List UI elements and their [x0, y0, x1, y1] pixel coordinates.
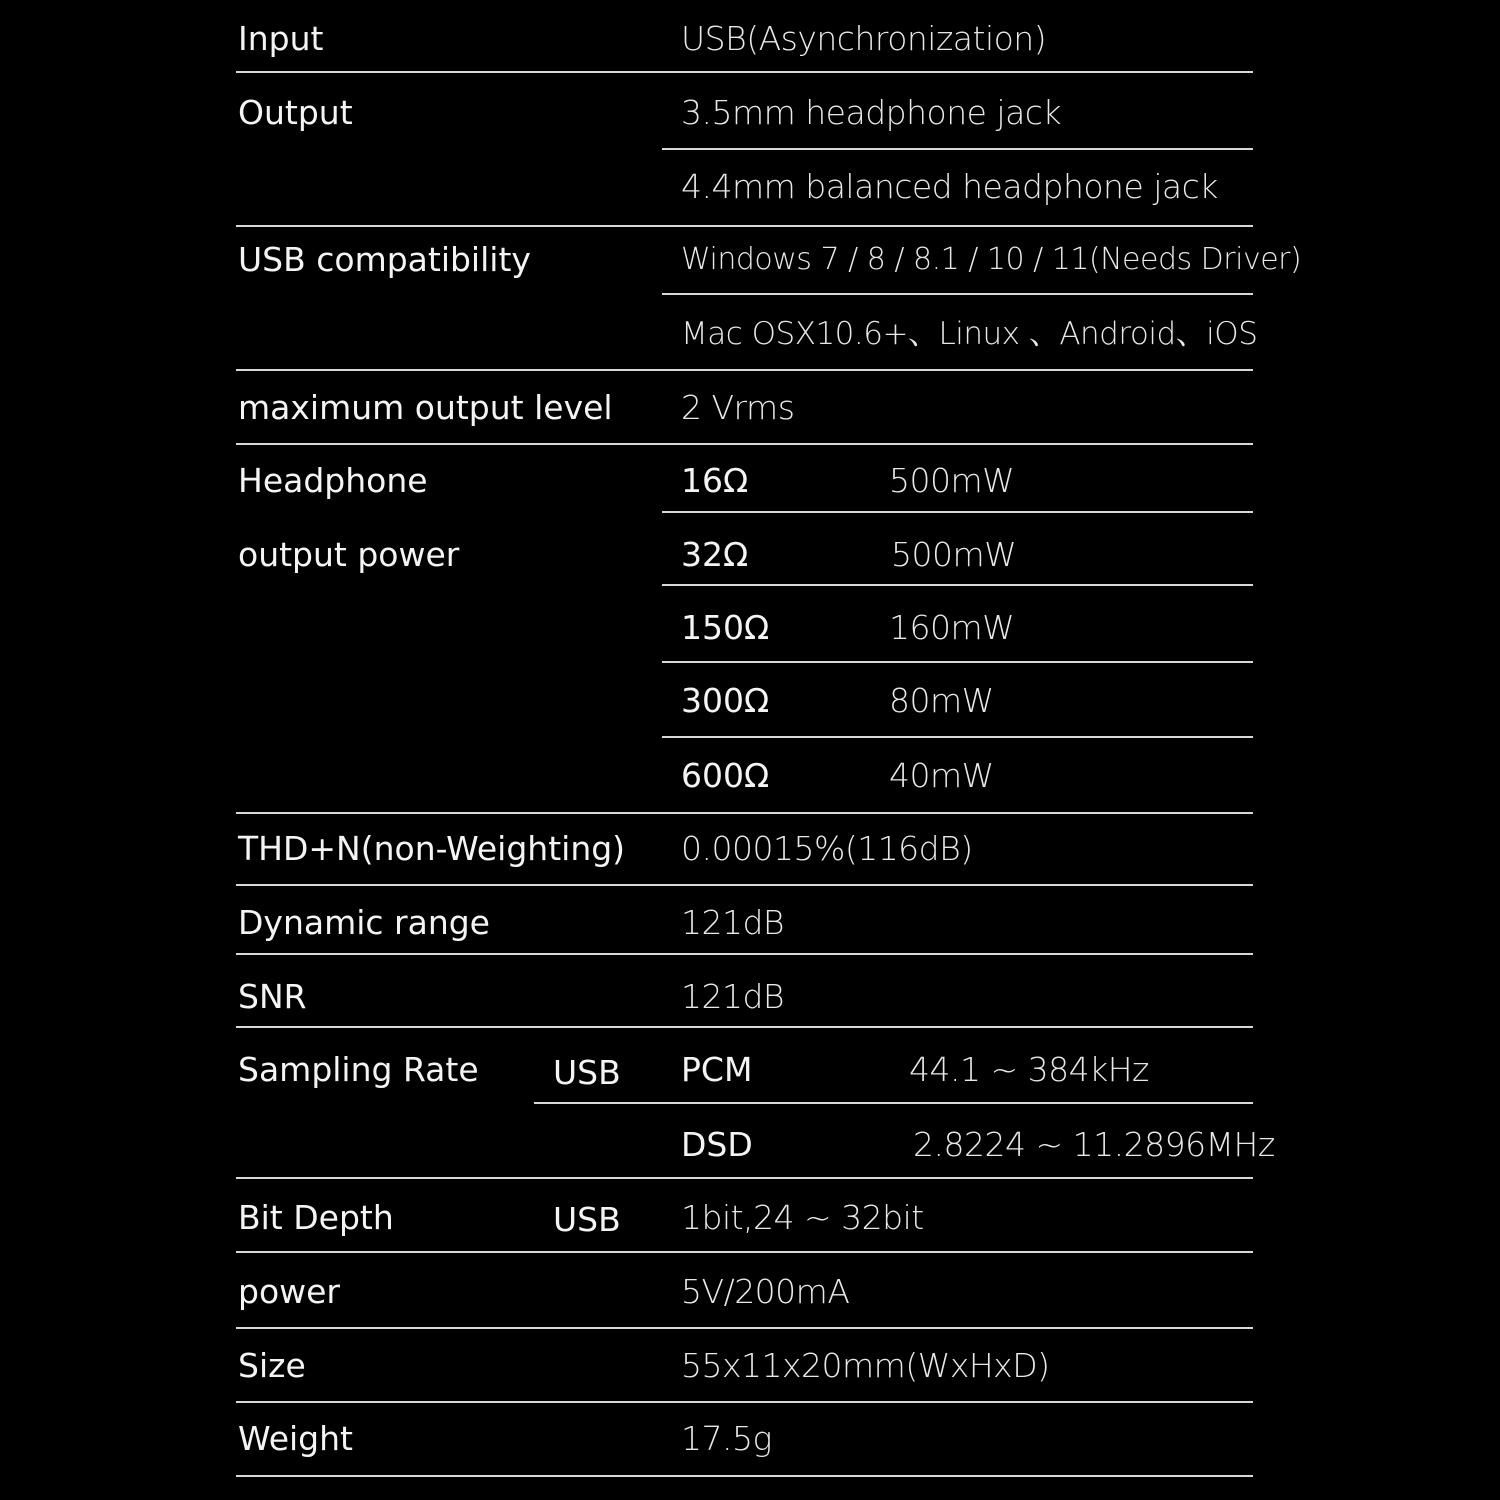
- max-output-label: maximum output level: [238, 388, 613, 427]
- usb-compat-value-2: Mac OSX10.6+、Linux 、Android、iOS: [681, 316, 1258, 352]
- divider: [236, 1026, 1253, 1028]
- divider: [236, 1327, 1253, 1329]
- hp-power-label-1: Headphone: [238, 461, 428, 500]
- divider: [236, 884, 1253, 886]
- divider: [236, 1251, 1253, 1253]
- input-value: USB(Asynchronization): [681, 19, 1047, 58]
- divider: [662, 736, 1253, 738]
- weight-label: Weight: [238, 1419, 353, 1458]
- divider: [662, 584, 1253, 586]
- snr-label: SNR: [238, 977, 307, 1016]
- impedance-300: 300Ω: [681, 681, 770, 720]
- weight-value: 17.5g: [681, 1419, 772, 1458]
- divider: [236, 1401, 1253, 1403]
- pcm-value: 44.1 ~ 384kHz: [909, 1050, 1149, 1089]
- impedance-16: 16Ω: [681, 461, 749, 500]
- input-label: Input: [238, 19, 324, 58]
- bit-depth-interface: USB: [553, 1200, 621, 1239]
- hp-power-label-2: output power: [238, 535, 460, 574]
- bit-depth-label: Bit Depth: [238, 1198, 394, 1237]
- output-label: Output: [238, 93, 353, 132]
- impedance-32: 32Ω: [681, 535, 749, 574]
- divider: [236, 443, 1253, 445]
- divider: [236, 812, 1253, 814]
- power-16: 500mW: [889, 461, 1015, 500]
- power-600: 40mW: [889, 756, 994, 795]
- divider: [662, 511, 1253, 513]
- power-label: power: [238, 1272, 340, 1311]
- thd-value: 0.00015%(116dB): [681, 829, 973, 868]
- size-value: 55x11x20mm(WxHxD): [681, 1346, 1050, 1385]
- power-300: 80mW: [889, 681, 994, 720]
- divider: [236, 71, 1253, 73]
- max-output-value: 2 Vrms: [681, 388, 795, 427]
- power-32: 500mW: [891, 535, 1017, 574]
- divider: [534, 1102, 1253, 1104]
- bit-depth-value: 1bit,24 ~ 32bit: [681, 1198, 924, 1237]
- impedance-600: 600Ω: [681, 756, 770, 795]
- usb-compat-label: USB compatibility: [238, 240, 531, 279]
- dynamic-range-label: Dynamic range: [238, 903, 490, 942]
- divider: [236, 953, 1253, 955]
- impedance-150: 150Ω: [681, 608, 770, 647]
- power-150: 160mW: [889, 608, 1015, 647]
- sampling-rate-interface: USB: [553, 1053, 621, 1092]
- divider: [236, 369, 1253, 371]
- size-label: Size: [238, 1346, 306, 1385]
- output-value-1: 3.5mm headphone jack: [681, 93, 1062, 132]
- output-value-2: 4.4mm balanced headphone jack: [681, 167, 1218, 206]
- divider: [662, 293, 1253, 295]
- dynamic-range-value: 121dB: [681, 903, 785, 942]
- sampling-rate-label: Sampling Rate: [238, 1050, 479, 1089]
- divider: [662, 661, 1253, 663]
- dsd-value: 2.8224 ~ 11.2896MHz: [913, 1125, 1275, 1164]
- divider: [236, 1177, 1253, 1179]
- divider: [236, 1475, 1253, 1477]
- snr-value: 121dB: [681, 977, 785, 1016]
- divider: [662, 148, 1253, 150]
- divider: [236, 225, 1253, 227]
- power-value: 5V/200mA: [681, 1272, 850, 1311]
- pcm-format: PCM: [681, 1050, 753, 1089]
- dsd-format: DSD: [681, 1125, 753, 1164]
- usb-compat-value-1: Windows 7 / 8 / 8.1 / 10 / 11(Needs Driver): [681, 242, 1302, 277]
- thd-label: THD+N(non-Weighting): [238, 829, 626, 868]
